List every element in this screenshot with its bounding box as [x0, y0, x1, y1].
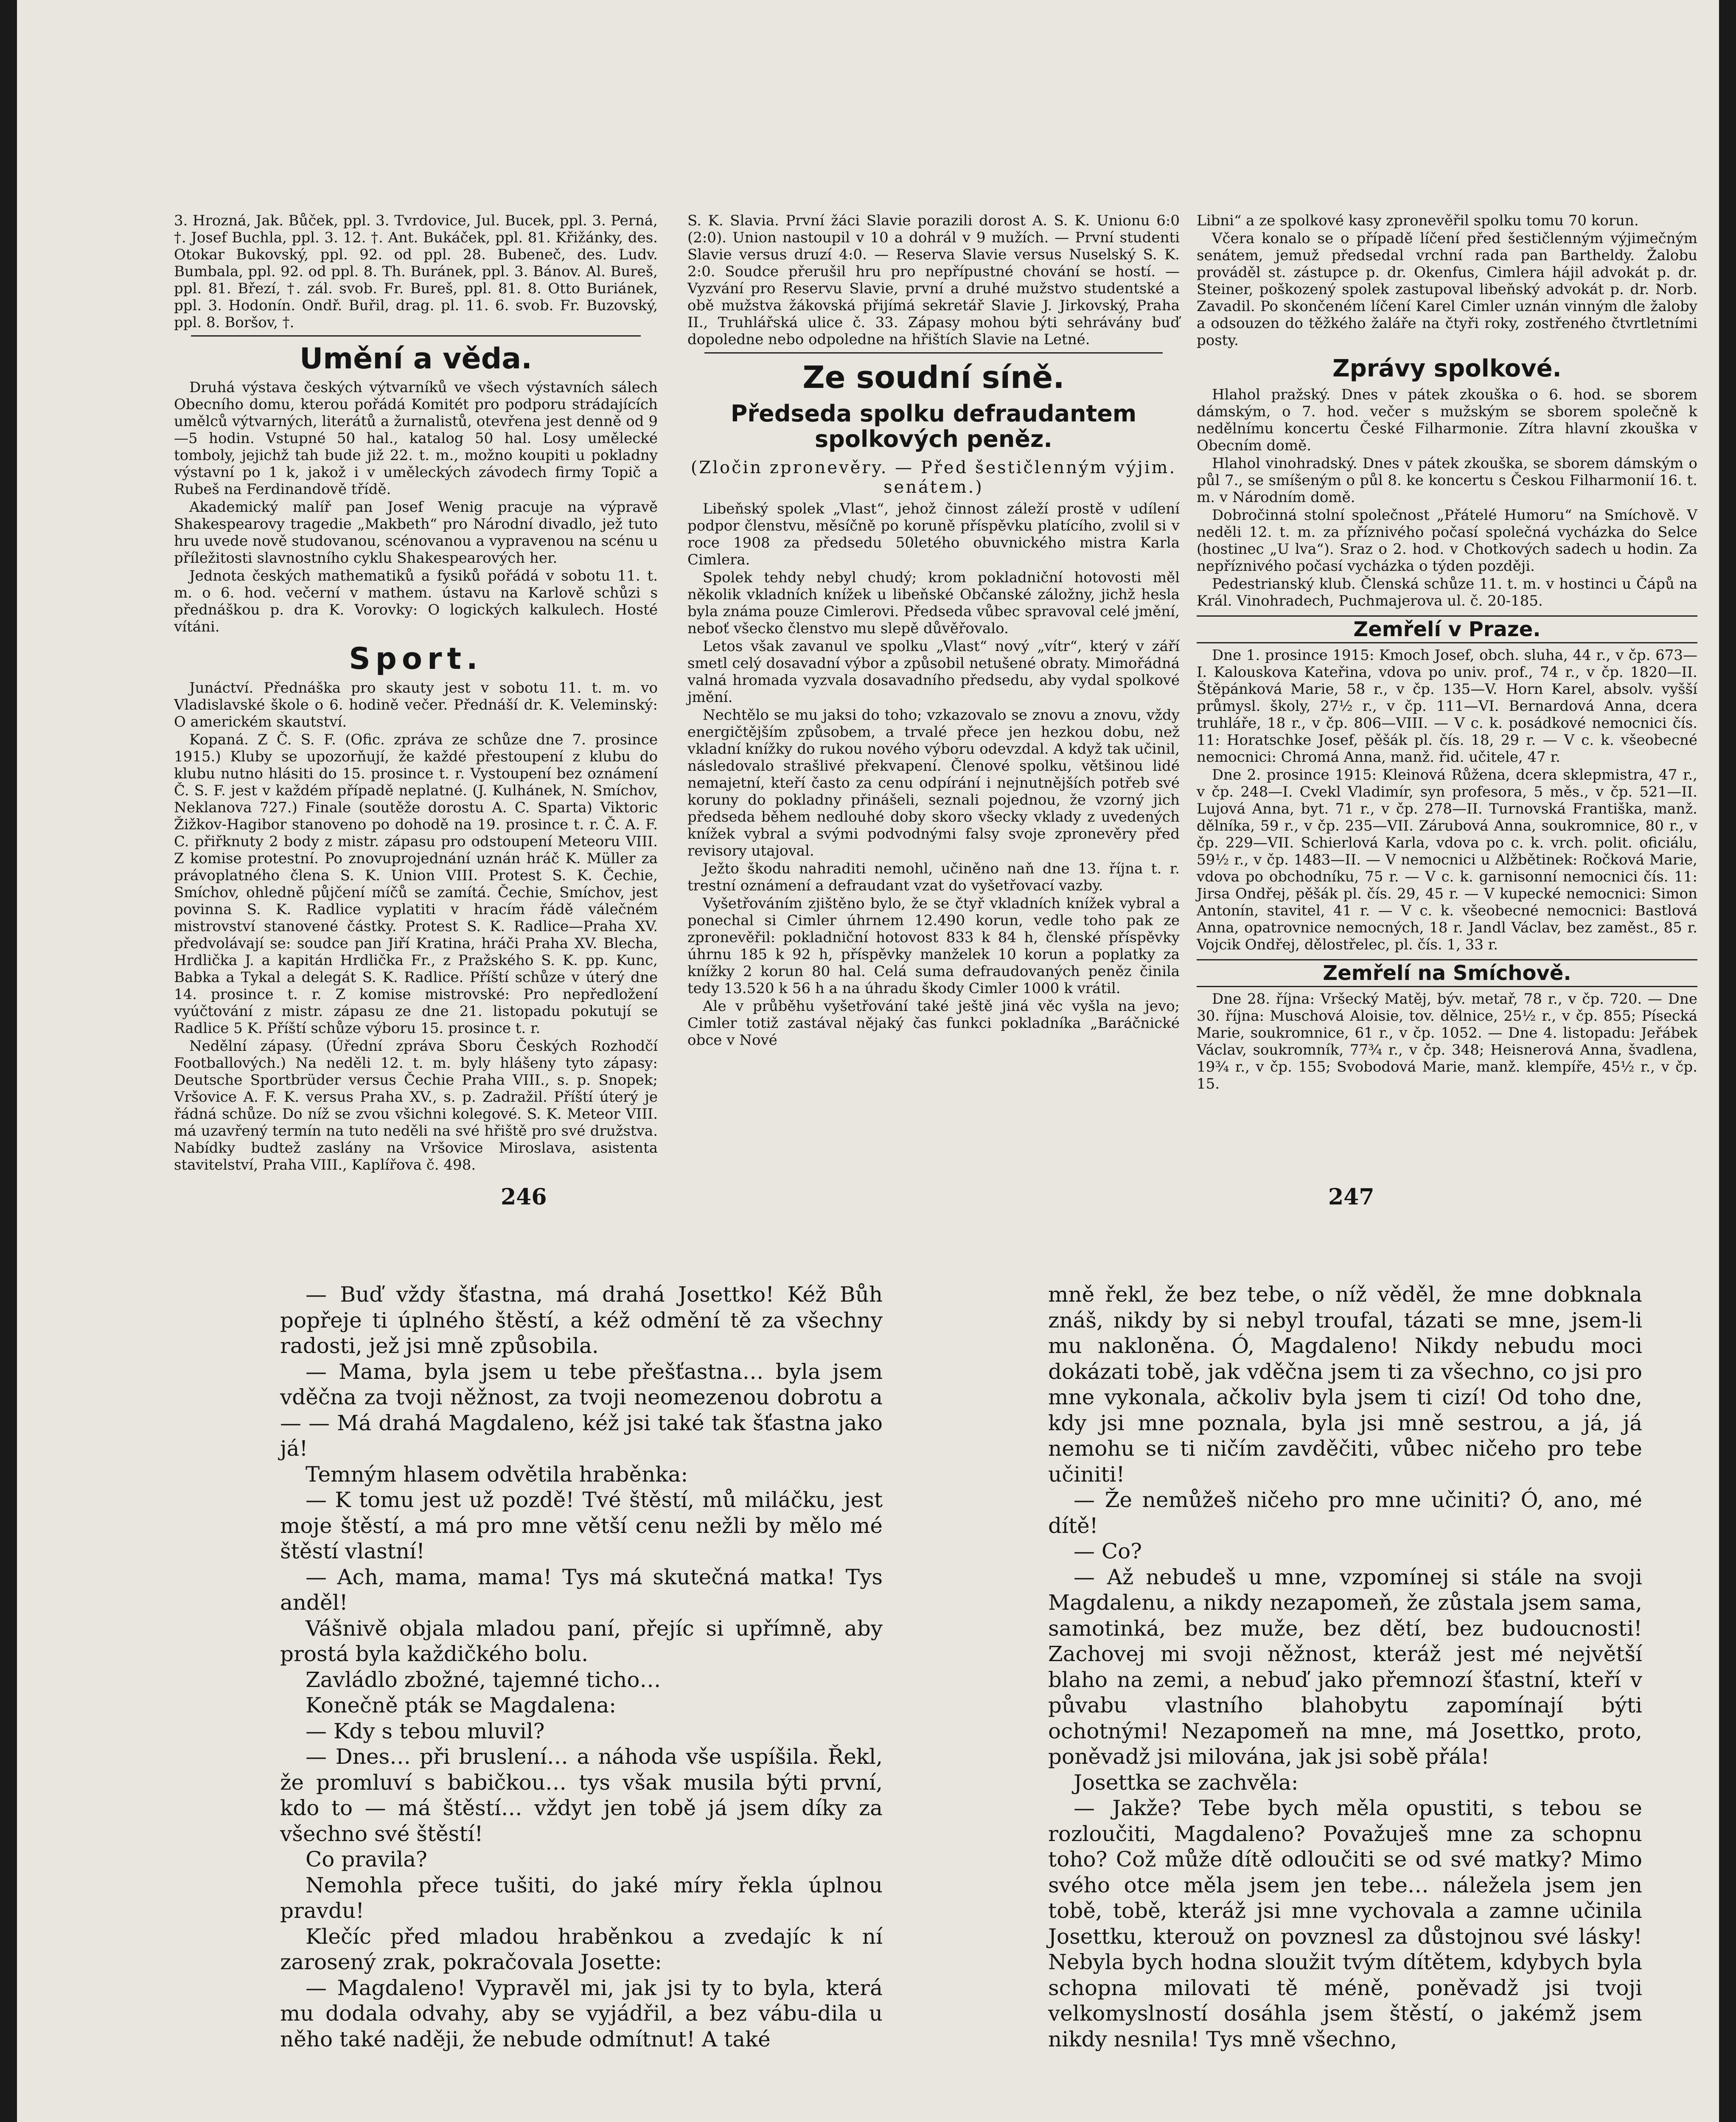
upper-column-middle [687, 212, 1180, 1049]
article-paragraph: Druhá výstava českých výtvarníků ve všech výstavních sálech Obecního domu, kterou pořádá Komitét pro podporu strádajících umělců výtvarných, literátů a žurnalistů, otevřena jest denně od 9—5 hodin. Vstupné 50 hal., katalog 50 hal. Losy umělecké tomboly, jejichž tah bude již 22. t. m., možno koupiti u pokladny výstavní po 1 k, jakož i v uměleckých závodech firmy Topič a Rubeš na Ferdinandově třídě. [174, 379, 658, 498]
article-paragraph: Nedělní zápasy. (Úřední zpráva Sboru Českých Rozhodčí Footballových.) Na neděli 12. t. m. byly hlášeny tyto zápasy: Deutsche Sportbrüder versus Čechie Praha VIII., s. p. Snopek; Vršovice A. F. K. versus Praha XV., s. p. Zadražil. Příští úterý je řádná schůze. Do níž se zvou všichni kolegové. S. K. Meteor VIII. má uzavřený termín na tuto neděli na své hřiště pro své družstva. Nabídky budtež zaslány na Vršovice Miroslava, asistenta stavitelství, Praha VIII., Kaplířova č. 498. [174, 1038, 658, 1173]
article-paragraph: Dne 28. října: Vršecký Matěj, býv. metař, 78 r., v čp. 720. — Dne 30. října: Muschová Aloisie, tov. dělnice, 25½ r., v čp. 855; Písecká Marie, soukromnice, 61 r., v čp. 1052. — Dne 4. listopadu: Jeřábek Václav, soukromník, 77¾ r., v čp. 348; Heisnerová Anna, švadlena, 19¾ r., v čp. 155; Svobodová Marie, manž. klempíře, 45½ r., v čp. 15. [1197, 991, 1697, 1092]
article-paragraph: Letos však zavanul ve spolku „Vlast“ nový „vítr“, který v září smetl celý dosavadní výbor a způsobil netušené obraty. Mimořádná valná hromada vyzvala dosavadního předsedu, aby vydal spolkové jmění. [687, 638, 1180, 706]
novel-page-right [1048, 1282, 1642, 2122]
article-paragraph: Akademický malíř pan Josef Wenig pracuje na výpravě Shakespearovy tragedie „Makbeth“ pro Národní divadlo, jež tuto hru uvede nově studovanou, scénovanou a vypravenou na scénu u příležitosti slavnostního cyklu Shakespearových her. [174, 499, 658, 567]
heading-club-news: Zprávy spolkové. [1332, 355, 1562, 382]
novel-paragraph: Klečíc před mladou hraběnkou a zvedajíc k ní zarosený zrak, pokračovala Josette: [280, 1924, 883, 1974]
novel-paragraph: mně řekl, že bez tebe, o níž věděl, že mne dobknala znáš, nikdy by si nebyl troufal, tázati se mne, jsem-li mu nakloněna. Ó, Magdaleno! Nikdy nebudu moci dokázati tobě, jak vděčna jsem ti za všechno, co jsi pro mne vykonala, ačkoliv byla jsem ti cizí! Od toho dne, kdy jsi mne poznala, byla jsi mně sestrou, a já, já nemohu se ti ničím zavděčiti, vůbec ničeho pro tebe učiniti! [1048, 1282, 1642, 1487]
article-paragraph: Hlahol pražský. Dnes v pátek zkouška o 6. hod. se sborem dámským, o 7. hod. večer s mužským se sborem společně k nedělnímu koncertu České Filharmonie. Zítra hlavní zkouška v Obecním domě. [1197, 386, 1697, 454]
heading-court: Ze soudní síně. [802, 359, 1065, 395]
novel-paragraph: Zavládlo zbožné, tajemné ticho… [306, 1667, 661, 1692]
heading-art-science: Umění a věda. [300, 342, 532, 376]
article-paragraph: Junáctví. Přednáška pro skauty jest v sobotu 11. t. m. vo Vladislavské škole o 6. hodině večer. Přednáší dr. K. Veleminský: O americkém skautství. [174, 679, 658, 730]
article-subheadline: (Zločin zpronevěry. — Před šestičlenným výjim. senátem.) [690, 458, 1177, 497]
article-paragraph: Jednota českých mathematiků a fysiků pořádá v sobotu 11. t. m. o 6. hod. večerní v mathem. ústavu na Karlově schůzi s přednáškou p. dra K. Vorovky: O logických kalkulech. Hosté vítáni. [174, 567, 658, 635]
article-paragraph: Ježto škodu nahraditi nemohl, učiněno naň dne 13. října t. r. trestní oznámení a defraudant vzat do vyšetřovací vazby. [687, 860, 1180, 894]
page-number-left: 246 [501, 1184, 547, 1210]
novel-paragraph: — Co? [1074, 1539, 1142, 1563]
novel-paragraph: — Až nebudeš u mne, vzpomínej si stále na svoji Magdalenu, a nikdy nezapomeň, že zůstala jsem sama, samotinká, bez muže, bez dětí, bez budoucnosti! Zachovej mi svoji něžnost, kteráž jest mé největší blaho na zemi, a nebuď jako přemnozí šťastní, kteří v půvabu vlastního blahobytu zapomínají býti ochotnými! Nezapomeň na mne, má Josettko, proto, poněvadž jsi milována, jak jsi sobě přála! [1048, 1564, 1642, 1769]
novel-paragraph: Vášnivě objala mladou paní, přejíc si upřímně, aby prostá byla každičkého bolu. [280, 1616, 883, 1666]
novel-page-left [280, 1282, 883, 2122]
novel-paragraph: Co pravila? [306, 1847, 427, 1872]
article-paragraph: Včera konalo se o případě líčení před šestičlenným výjimečným senátem, jemuž předsedal vrchní rada pan Bartheldy. Žalobu prováděl st. zástupce p. dr. Okenfus, Cimlera hájil advokát p. dr. Steiner, poškozený spolek zastupoval libeňský advokát p. dr. Norb. Zavadil. Po skončeném líčení Karel Cimler uznán vinným dle žaloby a odsouzen do těžkého žaláře na čtyři roky, zostřeného čtvrtletními posty. [1197, 230, 1697, 349]
novel-paragraph: — Ach, mama, mama! Tys má skutečná matka! Tys anděl! [280, 1564, 883, 1615]
novel-paragraph: — Že nemůžeš ničeho pro mne učiniti? Ó, ano, mé dítě! [1048, 1488, 1642, 1538]
scan-edge-left [0, 0, 17, 2122]
article-paragraph: Pedestrianský klub. Členská schůze 11. t. m. v hostinci u Čápů na Král. Vinohradech, Puchmajerova ul. č. 20-185. [1197, 575, 1697, 609]
article-paragraph: Nechtělo se mu jaksi do toho; vzkazovalo se znovu a znovu, vždy energičtějším způsobem, a trvalé přece jen hezkou dobu, než vkladní knížky do rukou nového výboru odevzdal. A když tak učinil, následovalo strašlivé překvapení. Členové spolku, většinou lidé nemajetní, kteří často za cenu odpírání i nejnutnějších potřeb své koruny do pokladny přinášeli, seznali pojednou, že vzorný jich předseda během nedlouhé doby skoro všecky vklady z uvedených knížek vybral a svými podvodnými falsy svoje zpronevěry před revisory utajoval. [687, 707, 1180, 859]
article-paragraph: Dne 2. prosince 1915: Kleinová Růžena, dcera sklepmistra, 47 r., v čp. 248—I. Cvekl Vladimír, syn profesora, 5 měs., v čp. 521—II. Lujová Anna, byt. 71 r., v čp. 278—II. Turnovská Františka, manž. dělníka, 59 r., v čp. 235—VII. Zárubová Anna, soukromnice, 80 r., v čp. 229—VII. Schierlová Karla, vdova po c. k. vrch. polit. oficiálu, 59½ r., v čp. 1483—II. — V nemocnici u Alžbětinek: Ročková Marie, vdova po obchodníku, 75 r. — V c. k. garnisonní nemocnici čís. 11: Jirsa Ondřej, pěšák pl. čís. 29, 45 r. — V kupecké nemocnici: Simon Antonín, stavitel, 41 r. — V c. k. všeobecné nemocnici: Bastlová Anna, opatrovnice nemocných, 18 r. Jandl Václav, bez zaměst., 85 r. Vojcik Ondřej, dělostřelec, pl. čís. 1, 33 r. [1197, 766, 1697, 953]
casualty-list-fragment: 3. Hrozná, Jak. Bůček, ppl. 3. Tvrdovice, Jul. Bucek, ppl. 3. Perná, †. Josef Buchla, ppl. 3. 12. †. Ant. Bukáček, ppl. 81. Křižánky, des. Otokar Bukovský, ppl. 92. od ppl. 28. Bubeneč, des. Ludv. Bumbala, ppl. 92. od ppl. 8. Th. Buránek, ppl. 3. Bánov. Al. Bureš, ppl. 81. Březí, †. zál. svob. Fr. Bureš, ppl. 81. 8. Otto Buriánek, ppl. 3. Hodonín. Ondř. Buřil, drag. pl. 11. 6. svob. Fr. Buzovský, ppl. 8. Boršov, †. [174, 212, 658, 331]
divider [191, 335, 641, 337]
novel-paragraph: — Kdy s tebou mluvil? [306, 1718, 545, 1743]
novel-paragraph: — Buď vždy šťastna, má drahá Josettko! Kéž Bůh popřeje ti úplného štěstí, a kéž odmění tě za všechny radosti, jež jsi mně způsobila. [280, 1282, 883, 1358]
article-paragraph: Ale v průběhu vyšetřování také ještě jiná věc vyšla na jevo; Cimler totiž zastával nějaký čas funkci pokladníka „Baráčnické obce v Nové [687, 998, 1180, 1049]
novel-paragraph: — Dnes… při bruslení… a náhoda vše uspíšila. Řekl, že promluví s babičkou… tys však musila býti první, kdo to — má štěstí… vždyt jen tobě já jsem díky za všechno své štěstí! [280, 1744, 883, 1846]
article-paragraph: S. K. Slavia. První žáci Slavie porazili dorost A. S. K. Unionu 6:0 (2:0). Union nastoupil v 10 a dohrál v 9 mužích. — První studenti Slavie versus druzí 4:0. — Reserva Slavie versus Nuselský S. K. 2:0. Soudce přerušil hru pro nepřípustné chování se hostí. — Vyzvání pro Reservu Slavie, první a druhé mužstvo studentské a obě mužstva žákovská přijímá sekretář Slavie J. Jirkovský, Praha II., Truhlářská ulice č. 33. Zápasy mohou býti sehrávány buď dopoledne nebo odpoledne na hřištích Slavie na Letné. [687, 212, 1180, 348]
article-paragraph: Dobročinná stolní společnost „Přátelé Humoru“ na Smíchově. V neděli 12. t. m. za příznivého počasí společná vycházka do Selce (hostinec „U lva“). Sraz o 2. hod. v Chotkových sadech u hodin. Za nepříznivého počasí vycházka o týden později. [1197, 507, 1697, 575]
upper-column-right [1197, 212, 1697, 1150]
article-paragraph: Kopaná. Z Č. S. F. (Ofic. zpráva ze schůze dne 7. prosince 1915.) Kluby se upozorňují, že každé přestoupení z klubu do klubu nutno hlásiti do 15. prosince t. r. Vystoupení bez oznámení Č. S. F. jest v každém případě neplatné. (J. Kulhánek, N. Smíchov, Neklanova 727.) Finale (soutěže dorostu A. C. Sparta) Viktoric Žižkov-Hagibor stanoveno po dohodě na 19. prosince t. r. Č. A. F. C. přiřknuty 2 body z mistr. zápasu pro odstoupení Meteoru VIII. Z komise protestní. Po znovuprojednání uznán hráč K. Müller za právoplatného člena S. K. Union VIII. Protest S. K. Čechie, Smíchov, ohledně půjčení míčů se zamítá. Čechie, Smíchov, jest povinna S. K. Radlice vyplatiti v hracím řádě válečném mistrovství stanovené částky. Protest S. K. Radlice—Praha XV. předvolávají se: soudce pan Jiří Kratina, hráči Praha XV. Blecha, Hrdlička J. a kapitán Hrdlička Fr., z Pražského S. K. pp. Kunc, Babka a Tykal a delegát S. K. Radlice. Příští schůze v úterý dne 14. prosince t. r. Z komise mistrovské: Pro nepředložení vyúčtování z mistr. zápasu ze dne 21. listopadu pokutují se Radlice 5 K. Příští schůze výboru 15. prosince t. r. [174, 731, 658, 1037]
page-number-right: 247 [1328, 1184, 1374, 1210]
divider [704, 352, 1163, 354]
novel-paragraph: Konečně pták se Magdalena: [306, 1693, 617, 1718]
article-paragraph: Libni“ a ze spolkové kasy zpronevěřil spolku tomu 70 korun. [1197, 212, 1639, 229]
novel-paragraph: — K tomu jest už pozdě! Tvé štěstí, mů miláčku, jest moje štěstí, a má pro mne větší cenu nežli by mělo mé štěstí vlastní! [280, 1488, 883, 1563]
article-headline: Předseda spolku defraudantem spolkových peněz. [730, 400, 1137, 452]
novel-paragraph: Nemohla přece tušiti, do jaké míry řekla úplnou pravdu! [280, 1872, 883, 1923]
article-paragraph: Spolek tehdy nebyl chudý; krom pokladniční hotovosti měl několik vkladních knížek u libeňské Občanské záložny, jichž hesla byla známa pouze Cimlerovi. Předseda vůbec spravoval celé jmění, neboť všecko členstvo mu slepě důvěřovalo. [687, 569, 1180, 637]
article-paragraph: Hlahol vinohradský. Dnes v pátek zkouška, se sborem dámským o půl 7., se smíšeným o půl 8. ke koncertu s Českou Filharmonií 16. t. m. v Národním domě. [1197, 455, 1697, 506]
article-paragraph: Vyšetřováním zjištěno bylo, že se čtyř vkladních knížek vybral a ponechal si Cimler úhrnem 12.490 korun, vedle toho pak ze zpronevěřil: pokladniční hotovost 833 k 84 h, členské příspěvky úhrnu 185 k 92 h, příspěvky manželek 10 korun a poplatky za knížky 2 korun 80 hal. Celá suma defraudovaných peněz činila tedy 13.520 k 56 h a na úhradu škody Cimler 1000 k vrátil. [687, 895, 1180, 997]
novel-paragraph: — Magdaleno! Vypravěl mi, jak jsi ty to byla, která mu dodala odvahy, aby se vyjádřil, a bez vábu-dila u něho také naději, že nebude odmítnut! A také [280, 1975, 883, 2052]
article-paragraph: Libeňský spolek „Vlast“, jehož činnost záleží prostě v udílení podpor členstvu, měsíčně po koruně příspěvku platícího, zvolil si v roce 1908 za předsedu 50letého obuvnického mistra Karla Cimlera. [687, 500, 1180, 568]
article-paragraph: Dne 1. prosince 1915: Kmoch Josef, obch. sluha, 44 r., v čp. 673—I. Kalouskova Kateřina, vdova po univ. prof., 74 r., v čp. 1820—II. Štěpánková Marie, 58 r., v čp. 135—V. Horn Karel, absolv. vyšší průmysl. školy, 27½ r., v čp. 111—VI. Bernardová Anna, dcera truhláře, 18 r., v čp. 806—VIII. — V c. k. posádkové nemocnici čís. 11: Horatschke Josef, pěšák pl. čís. 18, 29 r. — V c. k. všeobecné nemocnici: Chromá Anna, manž. řid. učitele, 47 r. [1197, 647, 1697, 766]
scan-edge-right [1719, 0, 1736, 2122]
upper-column-left [174, 212, 658, 1173]
heading-sport: Sport. [349, 641, 483, 676]
heading-deaths-smichov: Zemřelí na Smíchově. [1197, 959, 1697, 987]
heading-deaths-prague: Zemřelí v Praze. [1197, 615, 1697, 643]
novel-paragraph: Temným hlasem odvětila hraběnka: [306, 1462, 688, 1487]
novel-paragraph: — Mama, byla jsem u tebe přešťastna… byla jsem vděčna za tvoji něžnost, za tvoji neomezenou dobrotu a — — Má drahá Magdaleno, kéž jsi také tak šťastna jako já! [280, 1359, 883, 1461]
novel-paragraph: Josettka se zachvěla: [1074, 1770, 1298, 1795]
novel-paragraph: — Jakže? Tebe bych měla opustiti, s tebou se rozloučiti, Magdaleno? Považuješ mne za schopnu toho? Což může dítě odloučiti se od své matky? Mimo svého otce měla jsem jen tebe… náležela jsem jen tobě, tobě, kteráž jsi mne vychovala a zamne učinila Josettku, kterouž on povznesl za důstojnou své lásky! Nebyla bych hodna sloužit tvým dítětem, kdybych byla schopna milovati tě méně, poněvadž jsi tvoji velkomyslností dosáhla jsem štěstí, o jakémž jsem nikdy nesnila! Tys mně všechno, [1048, 1796, 1642, 2052]
